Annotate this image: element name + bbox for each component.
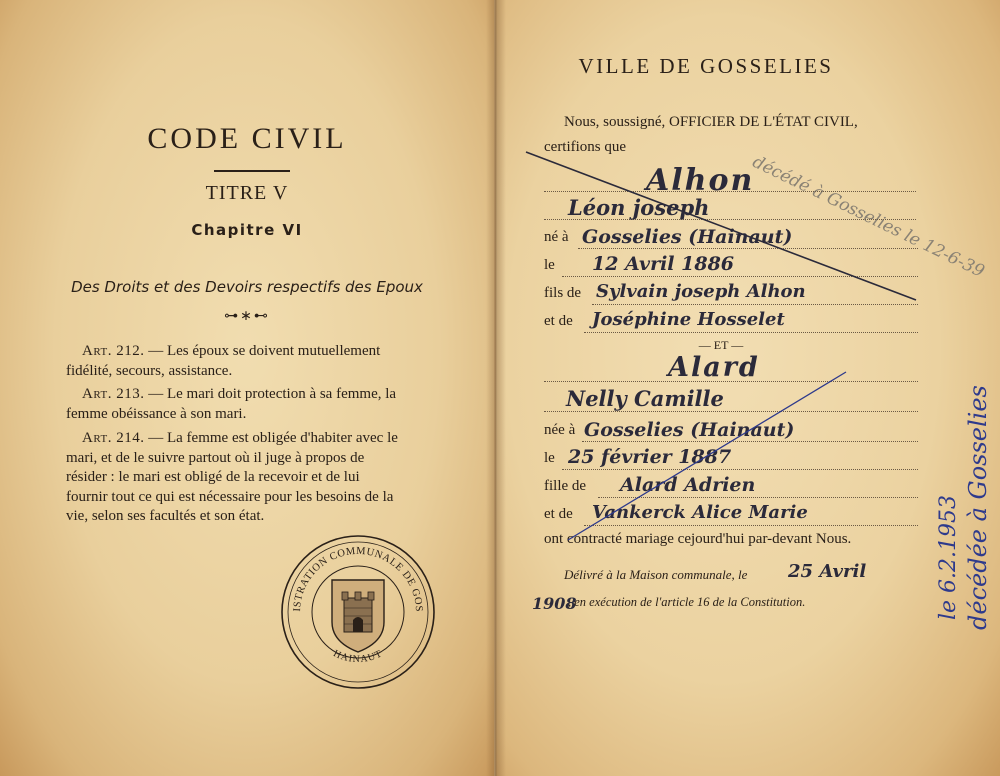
groom-birthdate: 12 Avril 1886: [592, 253, 735, 275]
bride-surname: Alard: [668, 352, 760, 383]
pencil-death-note: décédé à Gosselies le 12-6-39: [749, 152, 988, 282]
book-gutter: [486, 0, 506, 776]
left-page: [0, 0, 494, 776]
article-text-line: — Les époux se doivent mutuellement: [148, 343, 381, 359]
groom-strike-line: [526, 152, 916, 300]
article-text-line: femme obéissance à son mari.: [66, 405, 247, 422]
groom-mother: Joséphine Hosselet: [592, 309, 785, 330]
article-ref: Art. 213.: [82, 386, 145, 402]
delivered-date: 25 Avril: [788, 561, 867, 582]
groom-birthplace: Gosselies (Hainaut): [582, 226, 793, 248]
article-ref: Art. 214.: [82, 430, 145, 446]
titre-heading: TITRE V: [205, 182, 289, 204]
groom-born-label: né à: [544, 229, 569, 245]
article-ref: Art. 212.: [82, 343, 145, 359]
delivered-line-2: , en exécution de l'article 16 de la Constitution.: [568, 595, 806, 609]
et-separator: — ET —: [698, 338, 744, 352]
ville-title: VILLE DE GOSSELIES: [578, 54, 834, 78]
intro-line-2: certifions que: [544, 139, 627, 155]
municipal-seal: [275, 526, 436, 690]
right-page: [496, 0, 1000, 776]
bride-date-label: le: [544, 450, 555, 466]
groom-date-label: le: [544, 257, 555, 273]
bride-father: Alard Adrien: [620, 474, 756, 496]
article-213: [66, 385, 448, 424]
bride-strike-line: [568, 372, 846, 540]
article-text-line: — Le mari doit protection à sa femme, la: [148, 386, 397, 402]
article-text-line: fournir tout ce qui est nécessaire pour les besoins de la: [66, 488, 394, 505]
chapitre-heading: Chapitre VI: [191, 221, 303, 239]
delivered-year: 1908: [532, 594, 577, 613]
article-text-line: vie, selon ses facultés et son état.: [66, 508, 265, 524]
bride-father-label: fille de: [544, 478, 587, 494]
bride-mother: Vankerck Alice Marie: [592, 502, 808, 523]
seal-ring-text: ADMINISTRATION COMMUNALE DE GOSSELIES: [275, 526, 425, 613]
article-214: [66, 429, 448, 527]
groom-mother-label: et de: [544, 313, 573, 329]
strike-lines: [496, 0, 1000, 776]
article-text-line: résider : le mari est obligé de la recevoir et de lui: [66, 469, 360, 485]
title-rule: [214, 170, 290, 172]
groom-firstnames: Léon joseph: [568, 195, 710, 220]
margin-note-2: le 6.2.1953: [936, 494, 961, 620]
section-subtitle: Des Droits et des Devoirs respectifs des Epoux: [71, 278, 423, 296]
bride-birthplace: Gosselies (Hainaut): [584, 419, 795, 441]
bride-firstnames: Nelly Camille: [566, 386, 724, 411]
article-text-line: — La femme est obligée d'habiter avec le: [148, 430, 398, 446]
article-212: [66, 342, 448, 381]
intro-line-1: Nous, soussigné, OFFICIER DE L'ÉTAT CIVIL,: [564, 114, 858, 130]
seal-bottom-text: HAINAUT: [331, 648, 385, 666]
bride-born-label: née à: [544, 422, 576, 438]
groom-surname: Alhon: [646, 163, 755, 198]
groom-father-label: fils de: [544, 285, 582, 301]
margin-note-1: décédée à Gosselies: [964, 385, 992, 630]
article-text-line: mari, et de le suivre partout où il juge à propos de: [66, 449, 365, 466]
groom-father: Sylvain joseph Alhon: [596, 281, 806, 302]
delivered-line-1: Délivré à la Maison communale, le: [564, 567, 748, 582]
closing-line: ont contracté mariage cejourd'hui par-devant Nous.: [544, 531, 852, 547]
bride-birthdate: 25 février 1887: [568, 446, 732, 468]
code-civil-title: CODE CIVIL: [147, 122, 347, 155]
ornament-divider: ⊶∗⊷: [224, 309, 270, 324]
article-text-line: fidélité, secours, assistance.: [66, 362, 233, 379]
bride-mother-label: et de: [544, 506, 573, 522]
